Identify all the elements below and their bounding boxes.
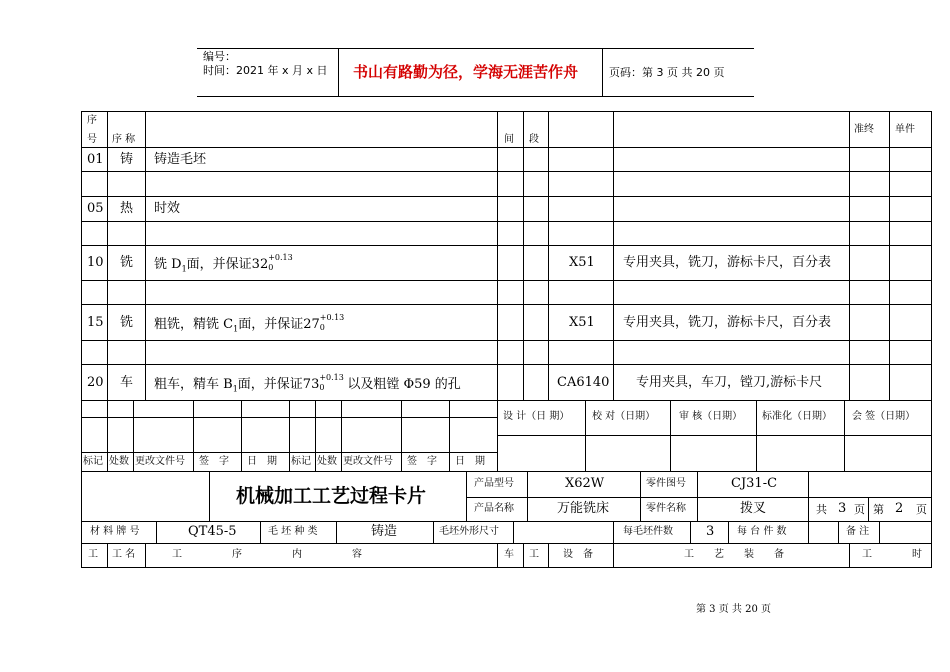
tolerance: +0.13 0 [319,373,344,392]
row-no: 20 [87,375,104,390]
col-seq-bottom: 号 [87,134,97,145]
row-proc-name: 铣 [120,255,134,270]
row-no: 01 [87,152,104,167]
row-proc-name: 铸 [120,152,134,167]
row-proc-name: 车 [120,375,134,390]
remark-label: 备 注 [846,526,870,537]
dimension: 27 [303,317,320,332]
rev-mark-label-2: 标记 [291,456,311,467]
col-section-header: 段 [529,134,539,145]
blank-type: 铸造 [371,524,398,539]
per-unit-label: 每 台 件 数 [737,526,787,537]
rev-date-label: 日 期 [247,456,277,467]
blank-type-label: 毛 坯 种 类 [268,526,318,537]
total-pages: 3 [838,501,847,516]
col-name-header: 序 称 [112,134,136,145]
total-pages-label: 共 [816,503,827,516]
card-title: 机械加工工艺过程卡片 [236,485,427,507]
product-name-label: 产品名称 [474,503,514,514]
this-page-label: 第 [873,503,884,516]
row-content: 时效 [154,201,181,216]
tolerance: +0.13 0 [268,253,293,272]
rev-docno-label: 更改文件号 [135,456,185,467]
signoff-countersign: 会 签（日期） [852,411,916,422]
hdr-proc-content: 工 序 内 容 [172,549,362,560]
col-unit-header: 单件 [895,124,915,135]
material-grade: QT45-5 [188,524,237,539]
hdr-tooling: 工 艺 装 备 [684,549,784,560]
rev-count-label: 处数 [109,456,129,467]
product-model-label: 产品型号 [474,478,514,489]
part-drawing-label: 零件图号 [646,478,686,489]
row-no: 10 [87,255,104,270]
col-shop-header: 间 [504,134,514,145]
row-tooling: 专用夹具，铣刀，游标卡尺，百分表 [623,255,832,270]
row-content: 粗铣，精铣 $C_1$面，并保证27 +0.13 0 [154,313,345,334]
rev-docno-label-2: 更改文件号 [343,456,393,467]
row-proc-name: 热 [120,201,134,216]
this-page: 2 [895,501,904,516]
tolerance: +0.13 0 [319,313,345,332]
rev-count-label-2: 处数 [317,456,337,467]
motto-text: 书山有路勤为径，学海无涯苦作舟 [353,63,579,81]
row-content: 粗车，精车 $B_1$面，并保证73 +0.13 0 以及粗镗 Φ59 的孔 [154,373,461,394]
row-equipment: X51 [569,315,595,330]
row-content: 铸造毛坯 [154,152,207,167]
row-content: 铣 $D_1$面，并保证32 +0.13 0 [154,253,293,274]
part-drawing: CJ31-C [731,476,778,491]
hdr-equipment: 设 备 [563,549,593,560]
signoff-review: 审 核（日期） [679,411,743,422]
this-page-unit: 页 [916,503,927,516]
hdr-shop: 车 [504,549,514,560]
hdr-hours: 工 时 [862,549,922,560]
hdr-proc-name: 工 名 [112,549,136,560]
rev-sign-label: 签 字 [199,456,229,467]
row-tooling: 专用夹具，铣刀，游标卡尺，百分表 [623,315,832,330]
part-name: 拨叉 [740,501,767,516]
col-prep-end-header: 准终 [854,124,874,135]
col-seq-top: 序 [87,115,97,126]
row-tooling: 专用夹具，车刀，镗刀,游标卡尺 [636,375,823,390]
dimension: 32 [251,257,269,272]
doc-time-label: 时间：2021 年 x 月 x 日 [203,64,328,77]
rev-date-label-2: 日 期 [455,456,485,467]
rev-mark-label: 标记 [83,456,103,467]
blank-size-label: 毛坯外形尺寸 [439,526,499,537]
row-proc-name: 铣 [120,315,134,330]
part-name-label: 零件名称 [646,503,686,514]
page-footer: 第 3 页 共 20 页 [696,604,771,615]
per-blank-label: 每毛坯件数 [623,526,673,537]
row-no: 05 [87,201,104,216]
per-blank: 3 [706,524,715,539]
material-grade-label: 材 料 牌 号 [90,526,140,537]
hdr-work: 工 [529,549,539,560]
product-model: X62W [565,476,605,491]
row-no: 15 [87,315,104,330]
rev-sign-label-2: 签 字 [407,456,437,467]
signoff-design: 设 计（日 期） [503,411,570,422]
doc-number-label: 编号： [203,50,236,63]
total-pages-unit: 页 [854,503,865,516]
hdr-proc: 工 [88,549,98,560]
signoff-standard: 标准化（日期） [762,411,832,422]
row-equipment: CA6140 [557,375,610,390]
signoff-proof: 校 对（日期） [592,411,656,422]
product-name: 万能铣床 [557,501,610,516]
page-info: 页码：第 3 页 共 20 页 [609,66,725,79]
dimension: 73 [302,377,320,392]
row-equipment: X51 [569,255,595,270]
